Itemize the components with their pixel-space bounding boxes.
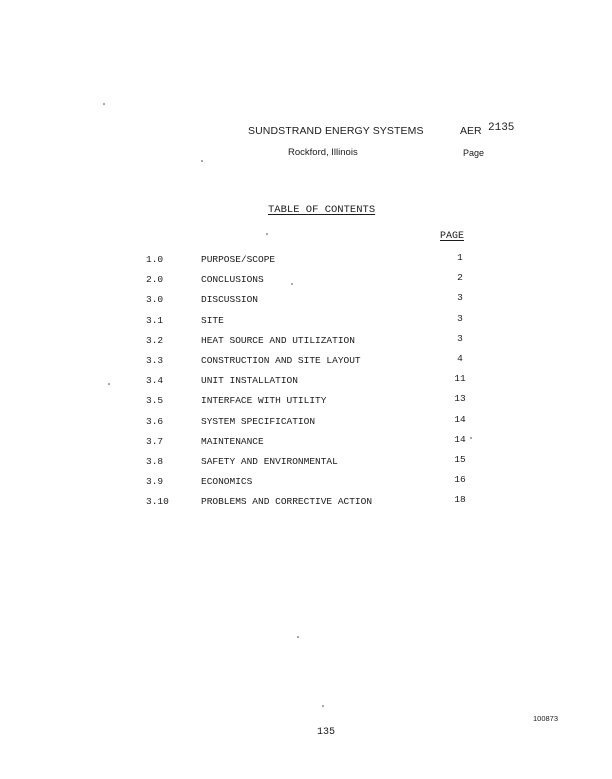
toc-entry-title: PROBLEMS AND CORRECTIVE ACTION — [201, 496, 373, 508]
toc-entry — [140, 473, 480, 493]
toc-entry-page: 16 — [454, 474, 466, 486]
scan-speck — [470, 437, 472, 439]
company-name: SUNDSTRAND ENERGY SYSTEMS — [248, 125, 424, 137]
scan-speck — [291, 283, 293, 285]
document-prefix: AER — [460, 125, 482, 137]
toc-entry-number: 3.4 — [146, 375, 164, 387]
toc-entry-title: SITE — [201, 314, 224, 326]
toc-entry-title: SYSTEM SPECIFICATION — [201, 415, 316, 427]
toc-entry-number: 3.7 — [146, 435, 164, 447]
toc-entry-page: 11 — [454, 373, 466, 385]
toc-entry-number: 3.0 — [146, 294, 164, 306]
toc-entry-number: 3.6 — [146, 415, 164, 427]
page-label: Page — [463, 148, 485, 158]
toc-entry-title: PURPOSE/SCOPE — [201, 254, 276, 265]
toc-title: TABLE OF CONTENTS — [268, 204, 376, 216]
toc-entry-number: 3.10 — [146, 496, 169, 508]
scan-speck — [201, 160, 203, 162]
toc-entry-page: 13 — [454, 393, 466, 405]
toc-entry-page: 14 — [454, 433, 466, 445]
toc-entry — [140, 291, 480, 311]
toc-entry-number: 2.0 — [146, 274, 164, 286]
toc-entry-page: 1 — [457, 252, 463, 263]
page-number: 135 — [317, 727, 336, 738]
toc-entry-page: 3 — [457, 292, 463, 304]
form-number: 100873 — [533, 714, 559, 723]
toc-entry — [140, 433, 480, 453]
toc-entry-page: 18 — [454, 494, 466, 506]
toc-entry-page: 3 — [457, 332, 463, 344]
toc-entry — [140, 312, 480, 332]
toc-entry — [140, 372, 480, 392]
toc-entry-number: 3.5 — [146, 395, 164, 407]
toc-entry — [140, 493, 480, 513]
scan-speck — [103, 103, 105, 105]
toc-entry-title: HEAT SOURCE AND UTILIZATION — [201, 334, 355, 346]
toc-entry-number: 3.9 — [146, 476, 164, 488]
toc-entry-title: INTERFACE WITH UTILITY — [201, 395, 327, 407]
toc-entry — [140, 413, 480, 433]
toc-entry-title: ECONOMICS — [201, 476, 253, 488]
toc-entry-page: 3 — [457, 312, 463, 324]
toc-entry-number: 3.3 — [146, 354, 164, 366]
toc-entry-page: 15 — [454, 453, 466, 465]
toc-entry-title: MAINTENANCE — [201, 435, 264, 447]
toc-entry-number: 3.1 — [146, 314, 164, 326]
scan-speck — [322, 705, 324, 707]
toc-entry — [140, 352, 480, 372]
toc-list — [140, 251, 480, 513]
toc-entry-title: CONCLUSIONS — [201, 274, 264, 286]
toc-entry-number: 3.2 — [146, 334, 164, 346]
document-number: 2135 — [488, 122, 515, 134]
toc-entry — [140, 251, 480, 271]
toc-entry — [140, 332, 480, 352]
toc-entry-page: 4 — [457, 352, 463, 364]
toc-entry — [140, 392, 480, 412]
toc-entry-page: 2 — [457, 272, 463, 284]
toc-entry — [140, 271, 480, 291]
toc-entry-title: SAFETY AND ENVIRONMENTAL — [201, 455, 338, 467]
company-location: Rockford, Illinois — [288, 147, 358, 158]
toc-entry-number: 3.8 — [146, 455, 164, 467]
scan-speck — [108, 383, 110, 385]
scan-speck — [297, 636, 299, 638]
toc-entry-title: CONSTRUCTION AND SITE LAYOUT — [201, 354, 361, 366]
toc-entry-page: 14 — [454, 413, 466, 425]
toc-page-column-header: PAGE — [440, 231, 465, 242]
toc-entry-title: DISCUSSION — [201, 294, 259, 306]
toc-entry-number: 1.0 — [146, 254, 164, 265]
scan-speck — [266, 233, 268, 235]
toc-entry — [140, 453, 480, 473]
toc-entry-title: UNIT INSTALLATION — [201, 375, 298, 387]
